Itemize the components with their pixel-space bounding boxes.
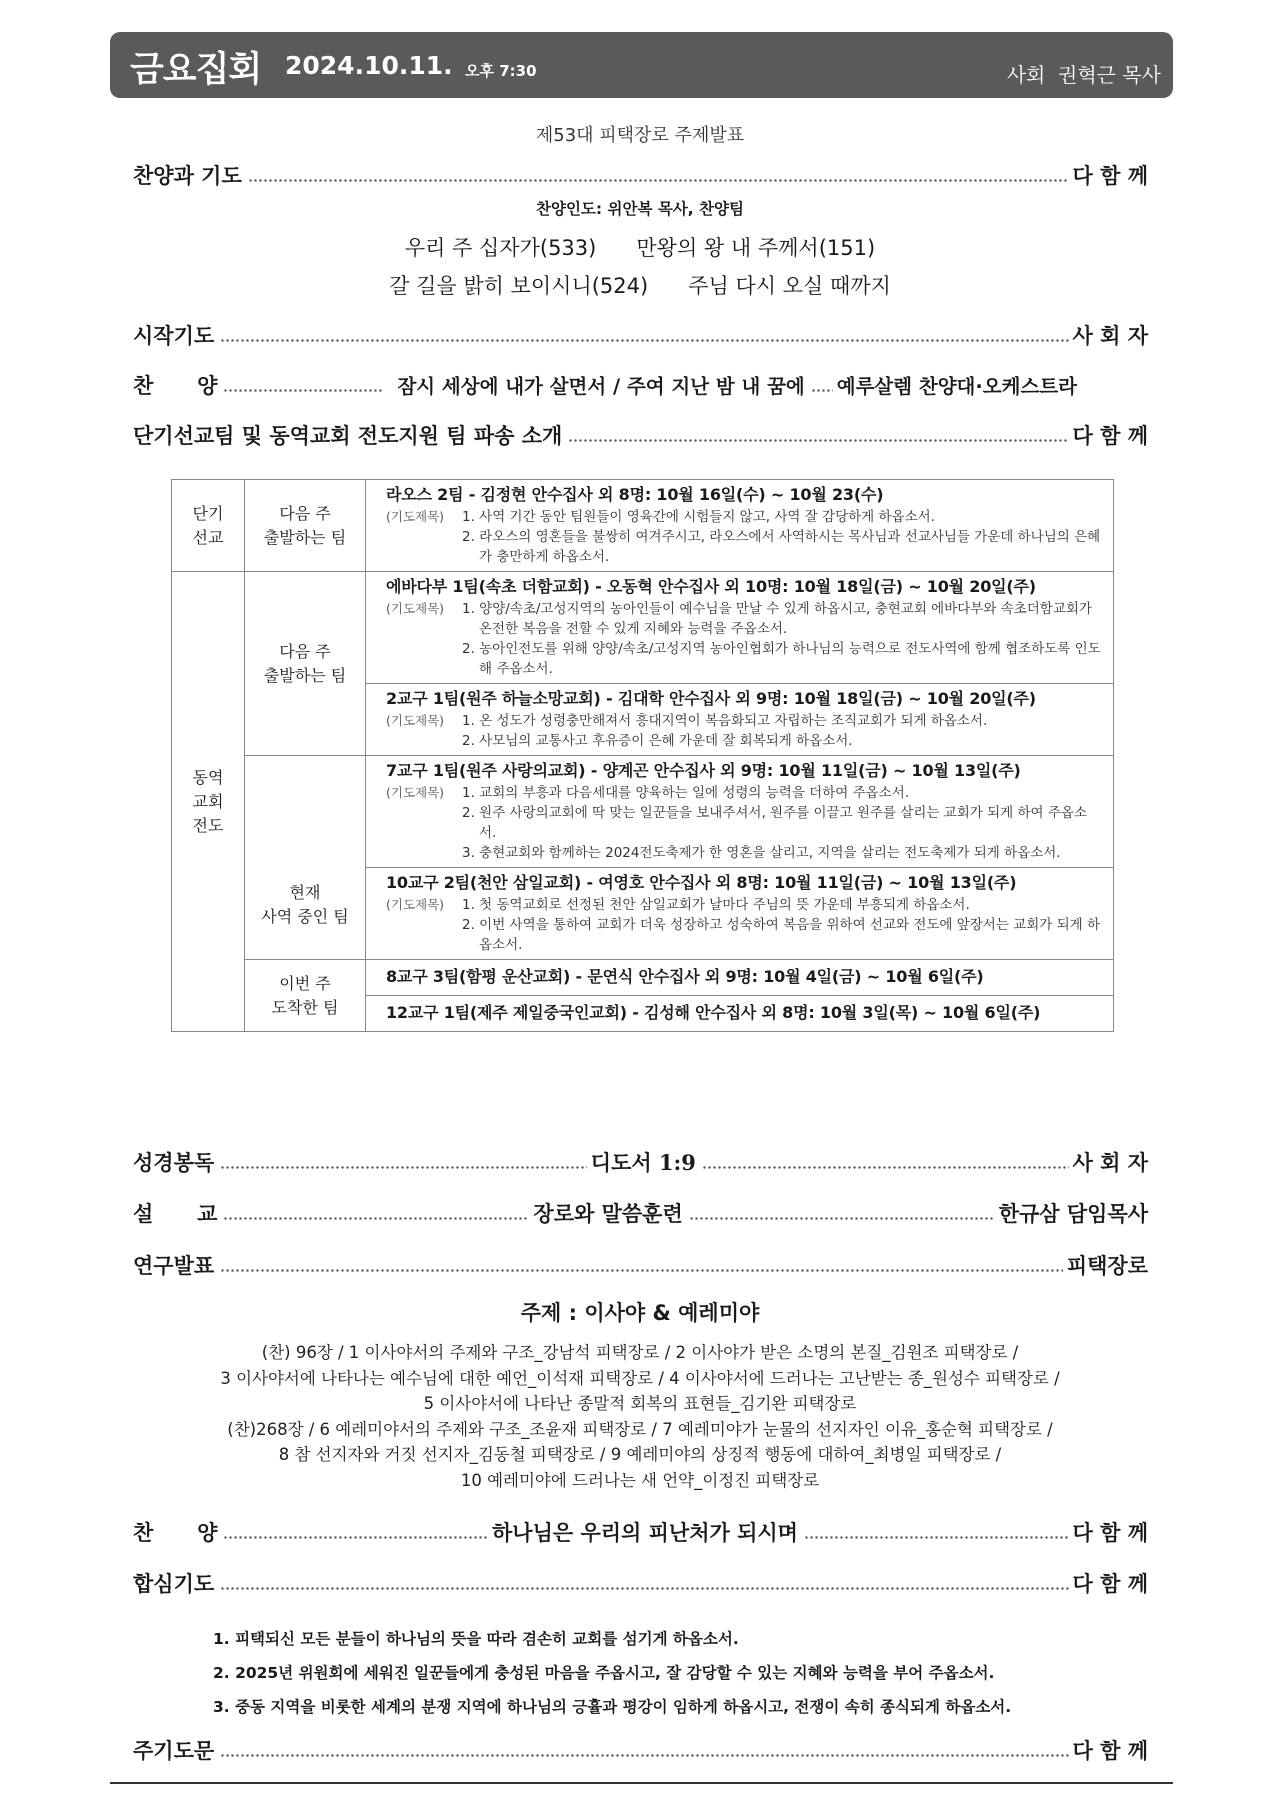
team-cell (366, 960, 1114, 996)
prayer-key: (기도제목) (386, 713, 445, 728)
order-right: 사 회 자 (1072, 323, 1148, 348)
research-line: 3 이사야서에 나타나는 예수님에 대한 예언_이석재 피택장로 / 4 이사야서에 드러나는 고난받는 종_원성수 피택장로 / (220, 1368, 1060, 1388)
team-cell (366, 684, 1114, 756)
prayer-key: (기도제목) (386, 509, 445, 524)
prayer-item: 2. 사모님의 교통사고 후유증이 은혜 가운데 잘 회복되게 하옵소서. (462, 733, 853, 749)
order-middle: 장로와 말씀훈련 (533, 1202, 683, 1226)
prayer-item: 1. 양양/속초/고성지역의 농아인들이 예수님을 만날 수 있게 하옵시고, 충현교회 에바다부와 속초더함교회가 온전한 복음을 전할 수 있게 지혜와 능력을 주옵소서. (462, 601, 1092, 637)
order-row-praise-prayer (133, 158, 1148, 192)
team-cell (366, 996, 1114, 1032)
prayer-item: 1. 첫 동역교회로 선정된 천안 삼일교회가 날마다 주님의 뜻 가운데 부흥되게 하옵소서. (462, 897, 970, 913)
order-right: 다 함 께 (1072, 1520, 1148, 1545)
order-row-mission-intro (133, 418, 1148, 452)
joint-prayer-item: 1. 피택되신 모든 분들이 하나님의 뜻을 따라 겸손히 교회를 섬기게 하옵소서. (213, 1630, 739, 1648)
order-row-sermon (133, 1196, 1148, 1230)
prayer-key: (기도제목) (386, 785, 445, 800)
header-bar (110, 32, 1173, 98)
order-row-closing-hymn (133, 1515, 1148, 1549)
order-right: 다 함 께 (1072, 1738, 1148, 1763)
team-cell (366, 756, 1114, 868)
order-label: 찬양과 기도 (133, 163, 242, 188)
bottom-divider (110, 1782, 1173, 1784)
prayer-key: (기도제목) (386, 601, 445, 616)
label-next-week: 다음 주 출발하는 팀 (245, 572, 366, 756)
order-row-lords-prayer (133, 1733, 1148, 1767)
order-label: 찬 양 (133, 1520, 218, 1545)
leader-dots (223, 1215, 529, 1221)
order-right: 한규삼 담임목사 (998, 1201, 1149, 1226)
research-line: 5 이사야서에 나타난 종말적 회복의 표현들_김기완 피택장로 (423, 1394, 857, 1413)
prayer-item: 2. 농아인전도를 위해 양양/속초/고성지역 농아인협회가 하나님의 능력으로 전도사역에 함께 협조하도록 인도해 주옵소서. (462, 641, 1101, 677)
order-right: 다 함 께 (1072, 423, 1148, 448)
prayer-item: 2. 이번 사역을 통하여 교회가 더욱 성장하고 성숙하여 복음을 위하여 선교와 전도에 앞장서는 교회가 되게 하옵소서. (462, 917, 1101, 953)
order-row-opening-prayer (133, 318, 1148, 352)
order-middle: 잠시 세상에 내가 살면서 / 주여 지난 밤 내 꿈에 (397, 375, 805, 398)
joint-prayer-item: 2. 2025년 위원회에 세워진 일꾼들에게 충성된 마음을 주옵시고, 잘 감당할 수 있는 지혜와 능력을 부어 주옵소서. (213, 1664, 995, 1682)
order-right: 다 함 께 (1072, 1571, 1148, 1596)
leader-dots (223, 387, 383, 393)
label-arrived: 이번 주 도착한 팀 (245, 960, 366, 1032)
service-date: 2024.10.11. (285, 51, 453, 80)
prayer-item: 1. 교회의 부흥과 다음세대를 양육하는 일에 성령의 능력을 더하여 주옵소서. (462, 785, 910, 801)
leader-dots (220, 1585, 1068, 1591)
service-leader: 사회 권혁근 목사 (1006, 63, 1161, 87)
team-title: 8교구 3팀(함평 운산교회) - 문연식 안수집사 외 9명: 10월 4일(금) ~ 10월 6일(주) (386, 967, 984, 986)
joint-prayer-list (213, 1622, 1011, 1724)
prayer-key: (기도제목) (386, 897, 445, 912)
leader-dots (568, 437, 1068, 443)
leader-dots (220, 1267, 1063, 1273)
worship-songs-line1: 우리 주 십자가(533) 만왕의 왕 내 주께서(151) (404, 236, 876, 260)
team-cell (366, 572, 1114, 684)
prayer-item: 2. 원주 사랑의교회에 딱 맞는 일꾼들을 보내주셔서, 원주를 이끌고 원주를 살리는 교회가 되게 하여 주옵소서. (462, 805, 1087, 841)
order-right: 사 회 자 (1072, 1150, 1149, 1175)
group-partner-church: 동역 교회 전도 (172, 572, 245, 1032)
research-line: 8 참 선지자와 거짓 선지자_김동철 피택장로 / 9 예레미야의 상징적 행동에 대하여_최병일 피택장로 / (278, 1445, 1002, 1464)
order-label: 단기선교팀 및 동역교회 전도지원 팀 파송 소개 (133, 423, 563, 448)
order-label: 주기도문 (133, 1738, 215, 1763)
prayer-item: 1. 사역 기간 동안 팀원들이 영육간에 시험들지 않고, 사역 잘 감당하게 하옵소서. (462, 509, 935, 525)
team-title: 10교구 2팀(천안 삼일교회) - 여영호 안수집사 외 8명: 10월 11일(금) ~ 10월 13일(주) (386, 873, 1017, 892)
page-subtitle: 제53대 피택장로 주제발표 (535, 125, 745, 146)
order-row-scripture (133, 1145, 1148, 1179)
order-label: 합심기도 (133, 1571, 215, 1596)
order-label: 연구발표 (133, 1253, 215, 1278)
order-right: 예루살렘 찬양대·오케스트라 (836, 375, 1077, 398)
team-title: 2교구 1팀(원주 하늘소망교회) - 김대학 안수집사 외 9명: 10월 18일(금) ~ 10월 20일(주) (386, 689, 1036, 708)
research-line: (찬) 96장 / 1 이사야서의 주제와 구조_강남석 피택장로 / 2 이사야가 받은 소명의 본질_김원조 피택장로 / (261, 1343, 1019, 1362)
mission-schedule-table (171, 479, 1114, 1032)
order-right: 다 함 께 (1072, 163, 1148, 188)
order-label: 시작기도 (133, 323, 215, 348)
leader-dots (223, 1534, 488, 1540)
prayer-item: 2. 라오스의 영혼들을 불쌍히 여겨주시고, 라오스에서 사역하시는 목사님과 선교사님들 가운데 하나님의 은혜가 충만하게 하옵소서. (462, 529, 1101, 565)
order-row-research (133, 1248, 1148, 1282)
worship-songs-line2: 갈 길을 밝히 보이시니(524) 주님 다시 오실 때까지 (389, 274, 891, 298)
research-list (0, 1340, 1280, 1493)
worship-leaders: 찬양인도: 위안복 목사, 찬양팀 (536, 200, 744, 218)
label-next-week: 다음 주 출발하는 팀 (245, 480, 366, 572)
order-label: 찬 양 (133, 373, 218, 398)
prayer-item: 1. 온 성도가 성령충만해져서 흥대지역이 복음화되고 자립하는 조직교회가 되게 하옵소서. (462, 713, 988, 729)
research-topic: 주제 : 이사야 & 예레미야 (520, 1301, 760, 1325)
team-title: 라오스 2팀 - 김정현 안수집사 외 8명: 10월 16일(수) ~ 10월 23(수) (386, 485, 884, 504)
team-cell (366, 480, 1114, 572)
service-title: 금요집회 (130, 50, 262, 90)
label-current: 현재 사역 중인 팀 (245, 756, 366, 960)
leader-dots (804, 1534, 1069, 1540)
leader-dots (689, 1215, 995, 1221)
order-label: 성경봉독 (133, 1150, 215, 1175)
order-row-choir (133, 368, 1148, 402)
leader-dots (248, 177, 1069, 183)
group-short-term: 단기 선교 (172, 480, 245, 572)
team-cell (366, 868, 1114, 960)
team-title: 에바다부 1팀(속초 더함교회) - 오동혁 안수집사 외 10명: 10월 18일(금) ~ 10월 20일(주) (386, 577, 1036, 596)
order-middle: 하나님은 우리의 피난처가 되시며 (492, 1521, 798, 1545)
leader-dots (220, 1164, 587, 1170)
leader-dots (220, 337, 1068, 343)
leader-dots (702, 1164, 1069, 1170)
leader-dots (811, 387, 833, 393)
service-time: 오후 7:30 (465, 62, 537, 80)
team-title: 12교구 1팀(제주 제일중국인교회) - 김성해 안수집사 외 8명: 10월 3일(목) ~ 10월 6일(주) (386, 1003, 1041, 1022)
research-line: 10 예레미야에 드러나는 새 언약_이정진 피택장로 (460, 1470, 820, 1490)
order-right: 피택장로 (1066, 1253, 1148, 1278)
joint-prayer-item: 3. 중동 지역을 비롯한 세계의 분쟁 지역에 하나님의 긍휼과 평강이 임하게 하옵시고, 전쟁이 속히 종식되게 하옵소서. (213, 1698, 1012, 1716)
order-label: 설 교 (133, 1201, 218, 1226)
order-row-joint-prayer (133, 1566, 1148, 1600)
leader-dots (220, 1752, 1068, 1758)
research-line: (찬)268장 / 6 예레미야서의 주제와 구조_조윤재 피택장로 / 7 예레미야가 눈물의 선지자인 이유_홍순혁 피택장로 / (227, 1419, 1053, 1439)
prayer-item: 3. 충현교회와 함께하는 2024전도축제가 한 영혼을 살리고, 지역을 살리는 전도축제가 되게 하옵소서. (462, 845, 1061, 861)
team-title: 7교구 1팀(원주 사랑의교회) - 양계곤 안수집사 외 9명: 10월 11일(금) ~ 10월 13일(주) (386, 761, 1021, 780)
order-middle: 디도서 1:9 (590, 1150, 696, 1175)
